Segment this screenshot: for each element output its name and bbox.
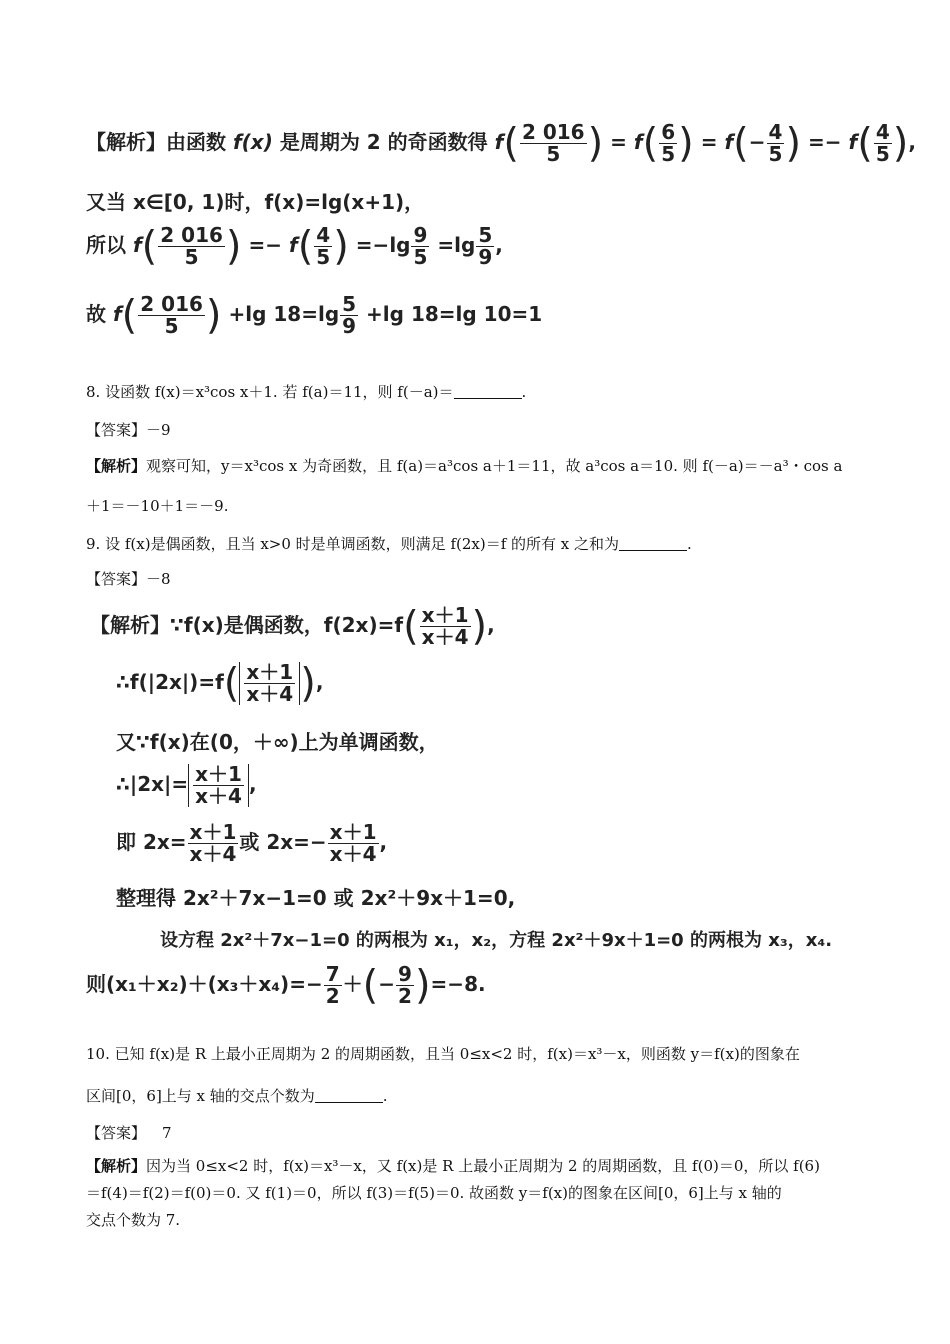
fraction-numerator: 4 (768, 120, 783, 144)
prev-analysis-line-3: 所以 f( $\frac{2 016}{5}$ ) =− f( $\frac{4}{5}$ ) =−lg $\frac{9}{5}$ =lg $\frac{5}{9}$ , (86, 223, 503, 270)
fraction-numerator: 9 (413, 223, 428, 247)
question-end: . (687, 535, 692, 553)
q10-analysis-line-2: ＝f(4)＝f(2)＝f(0)＝0. 又 f(1)＝0，所以 f(3)＝f(5)＝0. 故函数 y＝f(x)的图象在区间[0，6]上与 x 轴的 (86, 1184, 782, 1202)
fraction-denominator: 5 (316, 245, 331, 269)
answer-blank (619, 536, 687, 551)
f-symbol: f (132, 233, 142, 257)
q8-analysis-line-1 (86, 455, 842, 476)
fraction-denominator: x＋4 (329, 842, 377, 866)
answer-blank (454, 384, 522, 399)
fraction (659, 122, 677, 165)
fraction (340, 294, 358, 337)
prev-analysis-line-4: 故 f( $\frac{2 016}{5}$ ) +lg 18=lg $\frac{5}{9}$ +lg 18=lg 10=1 (86, 292, 543, 339)
f-symbol: f (633, 130, 643, 154)
analysis-text: ∴|2x|= (116, 772, 189, 796)
fraction (244, 662, 295, 705)
fraction-numerator: 5 (478, 223, 493, 247)
q9-analysis-line-3: 又∵f(x)在(0，＋∞)上为单调函数， (116, 730, 439, 754)
fraction-denominator: 2 (325, 984, 340, 1008)
fraction-denominator: 5 (875, 142, 890, 166)
comma: , (495, 233, 503, 257)
fraction-denominator: x＋4 (195, 784, 242, 808)
analysis-text: 是周期为 2 的奇函数得 (279, 130, 488, 154)
f-symbol: f (288, 233, 298, 257)
comma: , (379, 830, 388, 854)
analysis-text: 因为当 0≤x<2 时，f(x)＝x³－x，又 f(x)是 R 上最小正周期为 2 的周期函数，且 f(0)＝0，所以 f(6) (146, 1157, 820, 1175)
analysis-text: =−8. (430, 972, 486, 996)
fraction-numerator: 7 (325, 962, 340, 986)
analysis-head: 【解析】由函数 (86, 130, 226, 154)
q9-analysis-line-8: 则(x₁＋x₂)＋(x₃＋x₄)=− $\frac{7}{2}$ ＋(− $\frac{9}{2}$ )=−8. (86, 962, 486, 1009)
answer-tag: 【答案】 (86, 570, 147, 588)
analysis-text: 所以 (86, 233, 126, 257)
plus: ＋ (342, 972, 363, 996)
q10-question-line-2 (86, 1085, 388, 1106)
fraction-denominator: 5 (184, 245, 199, 269)
equals: =− (808, 130, 842, 154)
minus: − (378, 972, 396, 996)
fraction-numerator: x＋1 (329, 820, 377, 844)
analysis-text: 则(x₁＋x₂)＋(x₃＋x₄)=− (86, 972, 323, 996)
fraction (314, 225, 332, 268)
fraction (324, 964, 342, 1007)
f-symbol: f (724, 130, 734, 154)
fraction-denominator: 5 (661, 142, 676, 166)
fraction (138, 294, 205, 337)
fraction (158, 225, 225, 268)
answer-value: －8 (146, 570, 171, 588)
equals: =−lg (355, 233, 411, 257)
fraction-denominator: 9 (342, 314, 357, 338)
analysis-text: +lg 18=lg 10=1 (366, 302, 543, 326)
fx-text: f(x) (232, 130, 273, 154)
prev-analysis-line-2: 又当 x∈[0, 1)时，f(x)=lg(x+1)， (86, 190, 425, 214)
analysis-text: ∴f(|2x|)=f (116, 670, 224, 694)
fraction-denominator: x＋4 (421, 625, 469, 649)
question-end: . (521, 383, 527, 401)
equals: =− (248, 233, 283, 257)
analysis-text: 或 2x=− (239, 830, 327, 854)
fraction (328, 822, 379, 865)
fraction-numerator: x＋1 (189, 820, 237, 844)
fraction-numerator: x＋1 (246, 660, 294, 684)
fraction-denominator: x＋4 (189, 842, 237, 866)
analysis-text: 即 2x= (116, 830, 187, 854)
fraction-numerator: 2 016 (521, 120, 585, 144)
fraction-numerator: 6 (661, 120, 676, 144)
comma: , (315, 670, 324, 694)
q10-answer (86, 1122, 172, 1143)
prev-analysis-line-1: 【解析】由函数 f(x) 是周期为 2 的奇函数得 f( $\frac{2 016}{5}$ ) = f( $\frac{6}{5}$ ) = f(− $\frac{4}{5}$ ) =− f( $\frac{4}{5}$ ), (86, 120, 916, 167)
analysis-text: +lg 18=lg (228, 302, 340, 326)
q10-analysis-line-1 (86, 1155, 820, 1176)
analysis-tag: 【解析】 (86, 1157, 147, 1175)
answer-tag: 【答案】 (86, 1124, 147, 1142)
fraction (476, 225, 494, 268)
fraction (411, 225, 429, 268)
question-text: 9. 设 f(x)是偶函数，且当 x>0 时是单调函数，则满足 f(2x)＝f 的所有 x 之和为 (86, 535, 620, 553)
fraction (188, 822, 239, 865)
fraction (874, 122, 892, 165)
fraction (396, 964, 414, 1007)
comma: , (487, 613, 495, 637)
fraction-numerator: 4 (875, 120, 890, 144)
fraction-denominator: 5 (546, 142, 561, 166)
f-symbol: f (848, 130, 858, 154)
answer-tag: 【答案】 (86, 421, 147, 439)
q9-analysis-line-4 (116, 764, 257, 807)
fraction-denominator: 9 (478, 245, 493, 269)
question-text: 8. 设函数 f(x)＝x³cos x＋1. 若 f(a)＝11，则 f(－a)＝ (86, 383, 454, 401)
fraction (193, 764, 244, 807)
f-symbol: f (112, 302, 122, 326)
equals: =lg (437, 233, 476, 257)
equals: = (610, 130, 627, 154)
fraction-denominator: 5 (164, 314, 179, 338)
fraction-denominator: 2 (398, 984, 412, 1008)
q9-analysis-line-7: 设方程 2x²＋7x−1=0 的两根为 x₁，x₂，方程 2x²＋9x＋1=0 的两根为 x₃，x₄. (160, 930, 833, 951)
answer-value: －9 (146, 421, 171, 439)
fraction-numerator: 9 (398, 962, 412, 986)
equals: = (700, 130, 718, 154)
fraction-numerator: 4 (316, 223, 331, 247)
comma: , (248, 772, 257, 796)
q8-analysis-line-2: ＋1＝－10＋1＝－9. (86, 497, 229, 515)
fraction-denominator: x＋4 (246, 682, 294, 706)
q9-analysis-line-2: ∴f(|2x|)=f( $\frac{x+1}{x+4}$ ), (116, 660, 324, 707)
fraction-numerator: x＋1 (421, 603, 469, 627)
fraction (420, 605, 471, 648)
question-text: 区间[0，6]上与 x 轴的交点个数为 (86, 1087, 315, 1105)
fraction (520, 122, 587, 165)
f-symbol: f (494, 130, 504, 154)
minus: − (748, 130, 766, 154)
q8-question (86, 381, 526, 402)
q10-question-line-1: 10. 已知 f(x)是 R 上最小正周期为 2 的周期函数，且当 0≤x<2 时，f(x)＝x³－x，则函数 y＝f(x)的图象在 (86, 1045, 800, 1063)
q9-question (86, 533, 692, 554)
q9-answer (86, 568, 171, 589)
answer-value: 7 (162, 1124, 172, 1142)
q8-answer (86, 419, 171, 440)
q9-analysis-line-6: 整理得 2x²＋7x−1=0 或 2x²＋9x＋1=0, (116, 886, 516, 910)
fraction-denominator: 5 (768, 142, 783, 166)
answer-blank (315, 1088, 383, 1103)
q9-analysis-line-1: 【解析】∵f(x)是偶函数，f(2x)=f( $\frac{x+1}{x+4}$ ), (90, 603, 495, 650)
comma: , (908, 130, 916, 154)
q10-analysis-line-3: 交点个数为 7. (86, 1211, 181, 1229)
fraction-numerator: 2 016 (160, 223, 223, 247)
fraction-numerator: 2 016 (140, 292, 203, 316)
fraction-denominator: 5 (413, 245, 428, 269)
analysis-text: 观察可知，y＝x³cos x 为奇函数，且 f(a)＝a³cos a＋1＝11，故 a³cos a＝10. 则 f(－a)＝－a³・cos a (146, 457, 843, 475)
analysis-tag: 【解析】 (86, 457, 147, 475)
fraction-numerator: x＋1 (195, 762, 242, 786)
fraction (767, 122, 785, 165)
analysis-text: 故 (86, 302, 106, 326)
analysis-text: 【解析】∵f(x)是偶函数，f(2x)=f (90, 613, 404, 637)
q9-analysis-line-5 (116, 822, 387, 865)
question-end: . (382, 1087, 388, 1105)
fraction-numerator: 5 (342, 292, 357, 316)
